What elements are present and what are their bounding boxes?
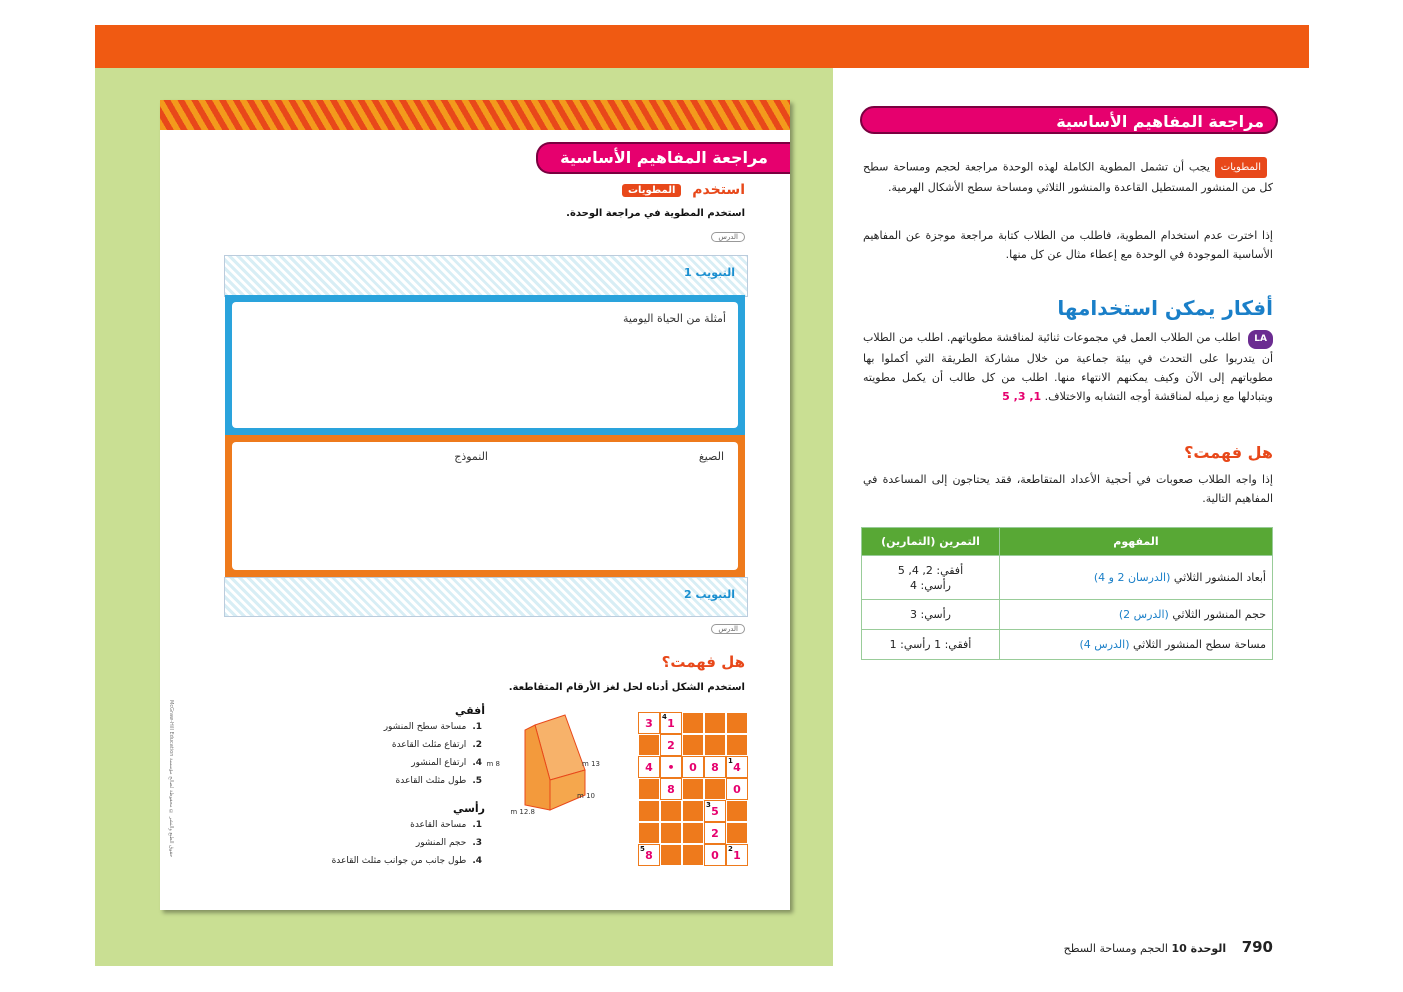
prism-label-length: 10 m [577, 792, 595, 800]
foldables-badge: المطويات [622, 184, 681, 197]
crossword-block [726, 800, 748, 822]
crossword-block [660, 844, 682, 866]
clue-item: 4.ارتفاع المنشور [411, 758, 482, 768]
crossword-cell: 4 1 [660, 712, 682, 734]
ideas-paragraph [863, 328, 1273, 406]
crossword-block [638, 800, 660, 822]
concept-column-header: المفهوم [1000, 528, 1273, 556]
concept-cell: حجم المنشور الثلاثي (الدرس 2) [1000, 600, 1273, 630]
top-banner [95, 25, 1309, 68]
lesson-tag-bottom: الدرس [711, 624, 745, 634]
ideas-refs: 1, 3, 5 [1002, 390, 1042, 403]
crossword-block [726, 822, 748, 844]
crossword-cell: 0 [704, 844, 726, 866]
model-label: النموذج [454, 450, 488, 463]
prism-label-base: 12.8 m [510, 808, 535, 816]
crossword-cell: 1 4 [726, 756, 748, 778]
crossword-cell: 8 [704, 756, 726, 778]
page-footer [1064, 938, 1273, 956]
down-heading: رأسي [452, 802, 485, 815]
tab1-strip [224, 255, 748, 297]
alternative-paragraph: إذا اخترت عدم استخدام المطوية، فاطلب من الطلاب كتابة مراجعة موجزة عن المفاهيم الأساسية الموجودة في الوحدة مع إعطاء مثال عن كل منها. [863, 229, 1273, 261]
concept-cell: أبعاد المنشور الثلاثي (الدرسان 2 و 4) [1000, 556, 1273, 600]
crossword-block [682, 712, 704, 734]
concept-table [861, 527, 1273, 660]
crossword-block [638, 822, 660, 844]
formulas-label: الصيغ [698, 450, 724, 463]
clue-item: 5.طول مثلث القاعدة [395, 776, 482, 786]
page-title: مراجعة المفاهيم الأساسية [536, 142, 790, 174]
table-row [862, 600, 1273, 630]
crossword-block [682, 844, 704, 866]
foldable-orange-box [225, 435, 745, 577]
use-label: استخدم [692, 182, 745, 198]
foldable-instruction: استخدم المطوية في مراجعة الوحدة. [566, 208, 745, 219]
clue-item: 2.ارتفاع مثلث القاعدة [391, 740, 482, 750]
crossword-instruction: استخدم الشكل أدناه لحل لغز الأرقام المتقاطعة. [508, 682, 745, 693]
unit-title: الحجم ومساحة السطح [1063, 942, 1168, 955]
crossword-cell: 4 [638, 756, 660, 778]
crossword-cell: 5 8 [638, 844, 660, 866]
foldables-paragraph [863, 157, 1273, 197]
foldables-text: يجب أن تشمل المطوية الكاملة لهذه الوحدة مراجعة لحجم ومساحة سطح كل من المنشور المستطيل القاعدة والمنشور الثلاثي ومساحة سطح الأشكال الهرمية. [863, 160, 1273, 194]
crossword-cell: 3 [638, 712, 660, 734]
across-heading: أفقي [454, 704, 485, 717]
crossword-block [726, 734, 748, 756]
clue-item: 4.طول جانب من جوانب مثلث القاعدة [331, 856, 482, 866]
page-number: 790 [1241, 938, 1273, 956]
crossword-block [638, 734, 660, 756]
crossword-block [726, 712, 748, 734]
student-page-preview [160, 100, 790, 910]
daily-life-examples-label: أمثلة من الحياة اليومية [622, 312, 726, 325]
clue-item: 3.حجم المنشور [415, 838, 482, 848]
table-row [862, 556, 1273, 600]
crossword-grid [636, 712, 748, 866]
triangular-prism-figure [486, 710, 630, 820]
use-foldables-heading [622, 182, 745, 198]
clue-item: 1.مساحة سطح المنشور [383, 722, 482, 732]
decorative-stripe [160, 100, 790, 130]
crossword-cell: 8 [660, 778, 682, 800]
crossword-block [682, 734, 704, 756]
exercise-cell: أفقي: 2, 4, 5 رأسي: 4 [862, 556, 1000, 600]
la-badge: LA [1248, 330, 1273, 349]
check-paragraph: إذا واجه الطلاب صعوبات في أحجية الأعداد المتقاطعة، فقد يحتاجون إلى المساعدة في المفاهيم التالية. [863, 473, 1273, 505]
check-heading: هل فهمت؟ [661, 653, 745, 671]
ideas-heading: أفكار يمكن استخدامها [1057, 296, 1273, 320]
crossword-block [704, 778, 726, 800]
crossword-cell: 0 [682, 756, 704, 778]
crossword-block [704, 712, 726, 734]
concept-cell: مساحة سطح المنشور الثلاثي (الدرس 4) [1000, 630, 1273, 660]
section-title: مراجعة المفاهيم الأساسية [860, 106, 1278, 134]
crossword-block [660, 800, 682, 822]
tab2-strip [224, 577, 748, 617]
foldables-badge-right: المطويات [1215, 157, 1267, 178]
exercise-cell: رأسي: 3 [862, 600, 1000, 630]
crossword-cell: • [660, 756, 682, 778]
prism-label-height: 8 m [486, 760, 500, 768]
check-heading-right: هل فهمت؟ [1184, 443, 1273, 462]
crossword-cell: 3 5 [704, 800, 726, 822]
exercise-column-header: التمرين (التمارين) [862, 528, 1000, 556]
crossword-block [660, 822, 682, 844]
exercise-cell: أفقي: 1 رأسي: 1 [862, 630, 1000, 660]
crossword-block [638, 778, 660, 800]
copyright-credit: حقوق الطبع والنشر © محفوظة لصالح مؤسسة McGraw-Hill Education [168, 700, 174, 858]
crossword-cell: 2 1 [726, 844, 748, 866]
table-row [862, 630, 1273, 660]
foldable-blue-box [225, 295, 745, 435]
ideas-text: اطلب من الطلاب العمل في مجموعات ثنائية لمناقشة مطوياتهم. اطلب من الطلاب أن يتدربوا على التحدث في بيئة جماعية من خلال مشاركة الطريقة التي أكملوا بها مطوياتهم إلى الآن وكيف يمكنهم الانتهاء منها. اطلب من كل طالب أن يكمل مطويته ويتبادلها مع زميله لمناقشة أوجه التشابه والاختلاف. [863, 331, 1273, 403]
crossword-block [682, 800, 704, 822]
tab1-label: التبويب 1 [683, 266, 735, 279]
crossword-block [682, 822, 704, 844]
clue-item: 1.مساحة القاعدة [410, 820, 482, 830]
crossword-cell: 2 [704, 822, 726, 844]
lesson-tag-top: الدرس [711, 232, 745, 242]
crossword-block [704, 734, 726, 756]
crossword-cell: 0 [726, 778, 748, 800]
tab2-label: التبويب 2 [683, 588, 735, 601]
crossword-block [682, 778, 704, 800]
prism-label-side: 13 m [582, 760, 600, 768]
crossword-cell: 2 [660, 734, 682, 756]
unit-label: الوحدة 10 [1171, 942, 1227, 955]
